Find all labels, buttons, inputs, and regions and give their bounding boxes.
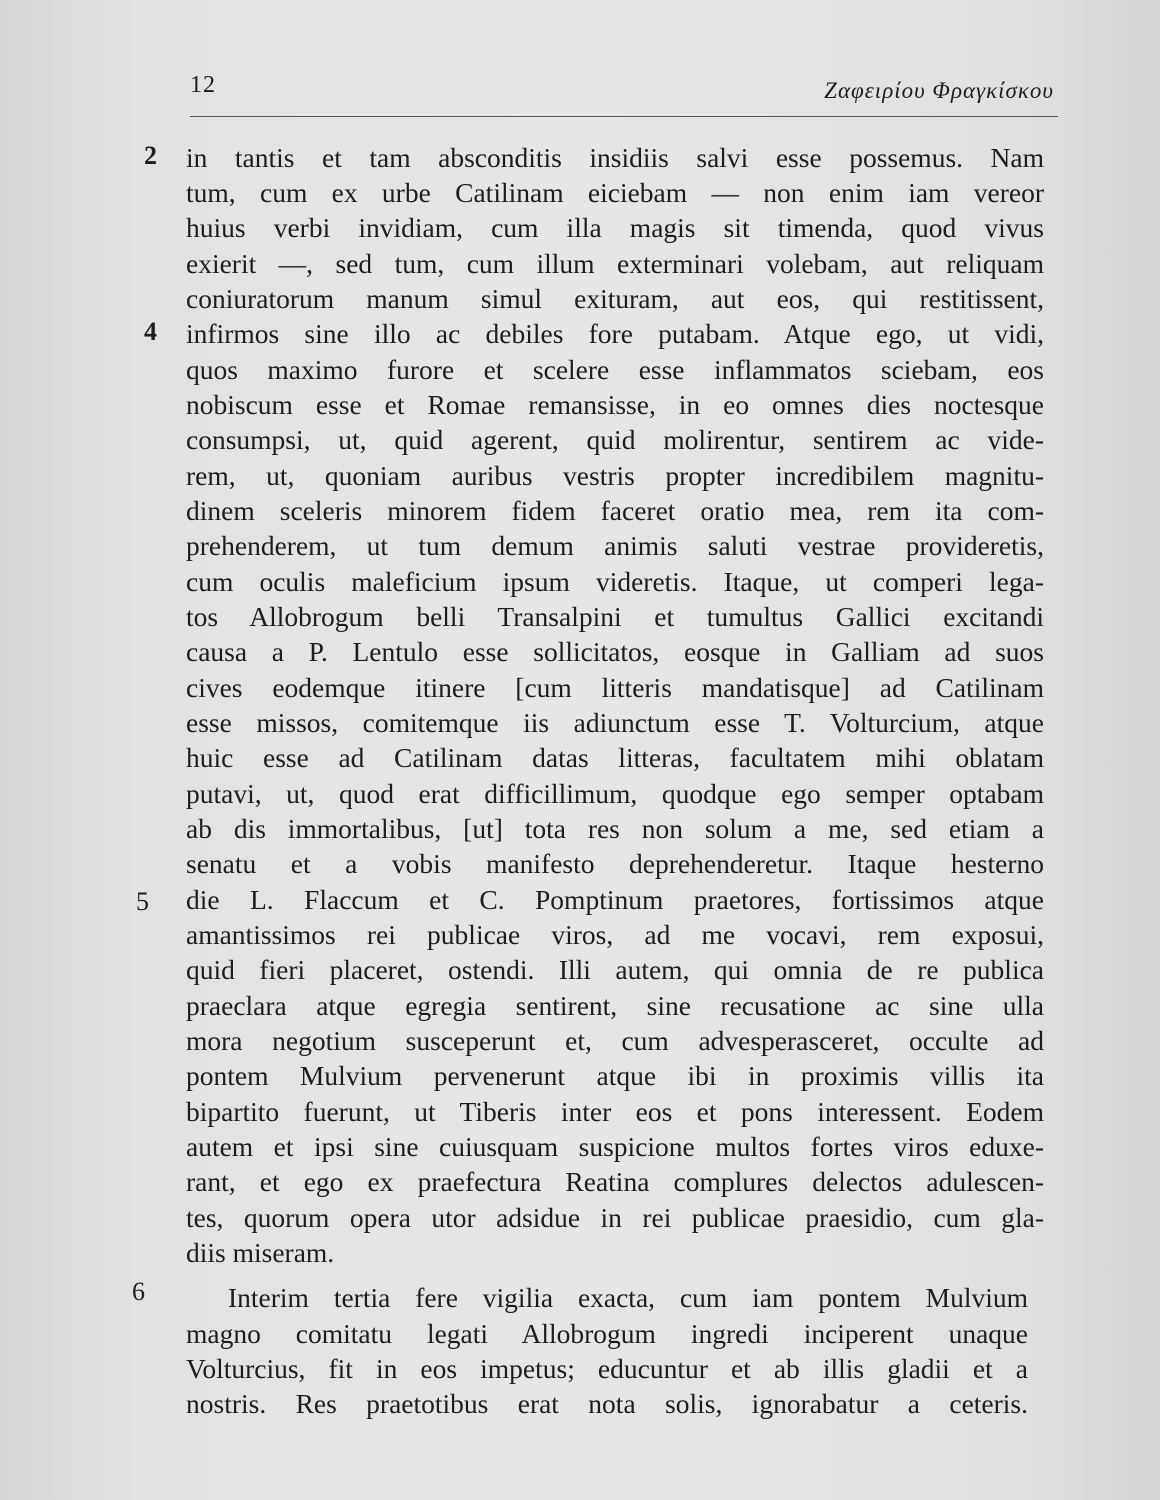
text-line: diis miseram.: [186, 1237, 335, 1268]
text-line: tum, cum ex urbe Catilinam eiciebam — non enim iam vereor: [186, 177, 1044, 208]
text-line: ab dis immortalibus, [ut] tota res non solum a me, sed etiam a: [186, 813, 1044, 844]
text-line: putavi, ut, quod erat difficillimum, quodque ego semper optabam: [186, 778, 1044, 809]
section-number: 5: [136, 887, 149, 916]
text-line: nostris. Res praetotibus erat nota solis, ignorabatur a ceteris.: [186, 1388, 1028, 1419]
text-line: rem, ut, quoniam auribus vestris propter incredibilem magnitu-: [186, 460, 1044, 491]
text-line: coniuratorum manum simul exituram, aut eos, qui restitissent,: [186, 283, 1044, 314]
running-title: Ζαφειρίου Φραγκίσκου: [824, 78, 1054, 103]
text-line: bipartito fuerunt, ut Tiberis inter eos et pons interessent. Eodem: [186, 1096, 1044, 1127]
text-line: prehenderem, ut tum demum animis saluti vestrae provideretis,: [186, 530, 1044, 561]
text-line: amantissimos rei publicae viros, ad me vocavi, rem exposui,: [186, 919, 1044, 950]
text-line: cives eodemque itinere [cum litteris mandatisque] ad Catilinam: [186, 672, 1044, 703]
running-header: [190, 68, 1058, 117]
section-number: 6: [132, 1277, 145, 1306]
text-line: cum oculis maleficium ipsum videretis. Itaque, ut comperi lega-: [186, 566, 1044, 597]
text-line: rant, et ego ex praefectura Reatina complures delectos adulescen-: [186, 1166, 1044, 1197]
section-number: 4: [144, 317, 157, 346]
text-line: Interim tertia fere vigilia exacta, cum iam pontem Mulvium: [228, 1282, 1028, 1313]
text-line: quos maximo furore et scelere esse inflammatos sciebam, eos: [186, 354, 1044, 385]
text-line: dinem sceleris minorem fidem faceret oratio mea, rem ita com-: [186, 495, 1044, 526]
text-line: die L. Flaccum et C. Pomptinum praetores, fortissimos atque: [186, 884, 1044, 915]
text-line: pontem Mulvium pervenerunt atque ibi in proximis villis ita: [186, 1060, 1044, 1091]
text-line: Volturcius, fit in eos impetus; educuntur et ab illis gladii et a: [186, 1353, 1028, 1384]
text-line: tos Allobrogum belli Transalpini et tumultus Gallici excitandi: [186, 601, 1044, 632]
text-line: senatu et a vobis manifesto deprehenderetur. Itaque hesterno: [186, 848, 1044, 879]
text-line: exierit —, sed tum, cum illum exterminari volebam, aut reliquam: [186, 248, 1044, 279]
text-line: mora negotium susceperunt et, cum advesperasceret, occulte ad: [186, 1025, 1044, 1056]
text-line: causa a P. Lentulo esse sollicitatos, eosque in Galliam ad suos: [186, 636, 1044, 667]
text-line: consumpsi, ut, quid agerent, quid molirentur, sentirem ac vide-: [186, 424, 1044, 455]
text-line: infirmos sine illo ac debiles fore putabam. Atque ego, ut vidi,: [186, 318, 1044, 349]
text-line: in tantis et tam absconditis insidiis salvi esse possemus. Nam: [186, 142, 1044, 173]
page-number: 12: [190, 72, 216, 98]
text-line: autem et ipsi sine cuiusquam suspicione multos fortes viros eduxe-: [186, 1131, 1044, 1162]
text-line: esse missos, comitemque iis adiunctum esse T. Volturcium, atque: [186, 707, 1044, 738]
text-line: magno comitatu legati Allobrogum ingredi inciperent unaque: [186, 1318, 1028, 1349]
text-line: huius verbi invidiam, cum illa magis sit timenda, quod vivus: [186, 212, 1044, 243]
section-number: 2: [144, 141, 157, 170]
text-line: huic esse ad Catilinam datas litteras, facultatem mihi oblatam: [186, 742, 1044, 773]
text-line: praeclara atque egregia sentirent, sine recusatione ac sine ulla: [186, 990, 1044, 1021]
text-line: nobiscum esse et Romae remansisse, in eo omnes dies noctesque: [186, 389, 1044, 420]
text-line: tes, quorum opera utor adsidue in rei publicae praesidio, cum gla-: [186, 1202, 1044, 1233]
text-line: quid fieri placeret, ostendi. Illi autem, qui omnia de re publica: [186, 954, 1044, 985]
